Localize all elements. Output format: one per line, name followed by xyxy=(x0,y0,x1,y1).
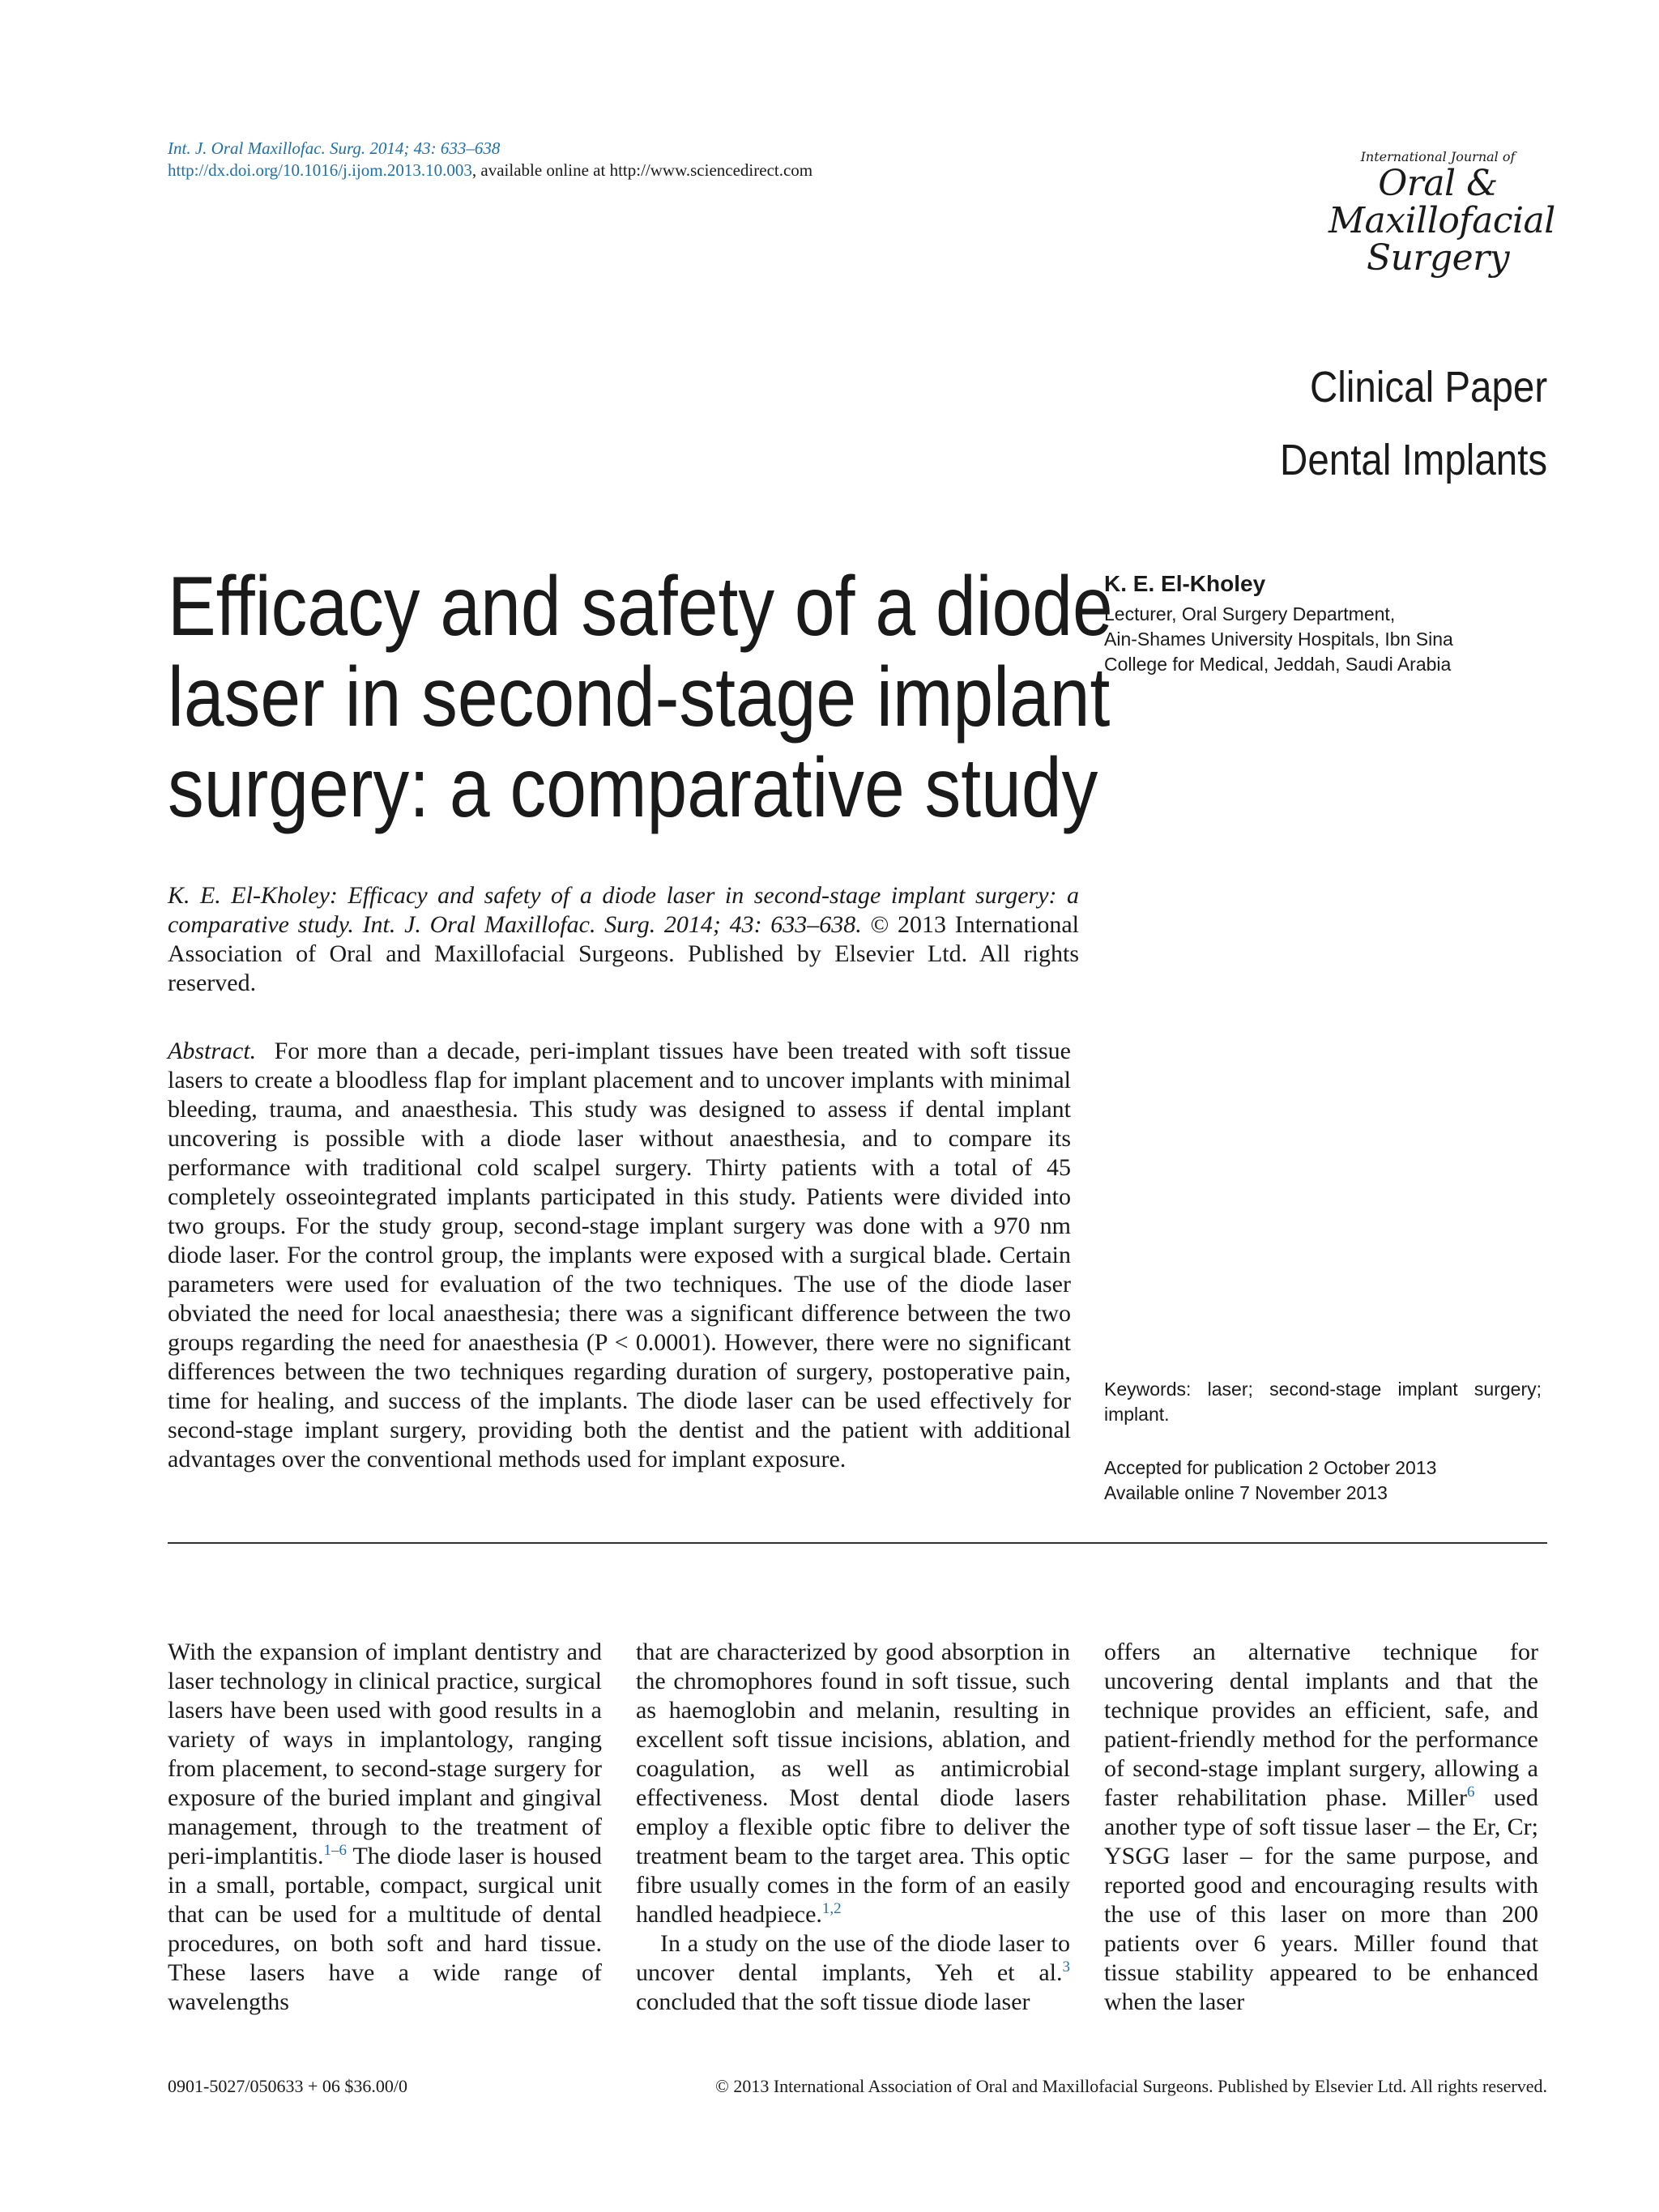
affiliation-line-2: Ain-Shames University Hospitals, Ibn Sina xyxy=(1104,629,1453,650)
body-text: concluded that the soft tissue diode laser xyxy=(636,1988,1030,2015)
affiliation-line-3: College for Medical, Jeddah, Saudi Arabia xyxy=(1104,654,1452,675)
title-line-3: surgery: a comparative study xyxy=(168,741,1098,835)
reference-link[interactable]: 6 xyxy=(1466,1784,1475,1801)
reference-link[interactable]: 1,2 xyxy=(821,1900,842,1917)
body-column-3 xyxy=(1104,1638,1538,2017)
logo-line-4: Surgery xyxy=(1366,237,1510,279)
online-date: Available online 7 November 2013 xyxy=(1104,1482,1388,1503)
abstract-label: Abstract. xyxy=(168,1038,257,1064)
keywords: Keywords: laser; second-stage implant surgery; implant. xyxy=(1104,1379,1542,1425)
paper-type: Clinical Paper xyxy=(1309,363,1547,411)
author-name: K. E. El-Kholey xyxy=(1104,571,1266,596)
citation-paragraph xyxy=(168,881,1079,998)
section-divider xyxy=(168,1542,1547,1544)
abstract xyxy=(168,1037,1071,1474)
doi-link[interactable]: http://dx.doi.org/10.1016/j.ijom.2013.10.003 xyxy=(168,160,472,180)
body-column-1 xyxy=(168,1638,602,2017)
body-text: In a study on the use of the diode laser to uncover dental implants, Yeh et al. xyxy=(636,1930,1070,1986)
author-block xyxy=(1104,569,1558,677)
title-line-2: laser in second-stage implant xyxy=(168,650,1111,744)
body-text: used another type of soft tissue laser – the Er, Cr; YSGG laser – for the same purpose, and reported good and encouraging results with the use of this laser on more than 200 patients over 6 years. Miller found that tissue stability appeared to be enhanced when the laser xyxy=(1104,1784,1538,2015)
body-text: offers an alternative technique for uncovering dental implants and that the technique provides an efficient, safe, and patient-friendly method for the performance of second-stage implant surgery, allowing a faster rehabilitation phase. Miller xyxy=(1104,1639,1538,1811)
title-line-1: Efficacy and safety of a diode xyxy=(168,560,1113,654)
citation-copyright: © 2013 International Association of Oral and Maxillofacial Surgeons. Published by Elsevier Ltd. All rights reserved. xyxy=(168,911,1079,996)
logo-line-2: Oral & xyxy=(1378,163,1498,204)
footer-copyright: © 2013 International Association of Oral and Maxillofacial Surgeons. Published by Elsevier Ltd. All rights reserved. xyxy=(715,2076,1547,2096)
footer-code: 0901-5027/050633 + 06 $36.00/0 xyxy=(168,2076,407,2096)
doi-line xyxy=(168,160,812,181)
logo-line-3: Maxillofacial xyxy=(1328,200,1555,241)
paper-topic: Dental Implants xyxy=(1279,436,1547,484)
affiliation-line-1: Lecturer, Oral Surgery Department, xyxy=(1104,603,1396,624)
publication-dates xyxy=(1104,1455,1542,1506)
journal-logo xyxy=(1328,149,1555,279)
body-paragraph xyxy=(168,1638,602,2017)
body-text: The diode laser is housed in a small, portable, compact, surgical unit that can be used for a multitude of dental procedures, on both soft and hard tissue. These lasers have a wide range of wavelengths xyxy=(168,1843,602,2015)
paper-title xyxy=(168,560,1113,835)
body-paragraph xyxy=(636,1638,1070,1929)
journal-citation: Int. J. Oral Maxillofac. Surg. 2014; 43: 633–638 xyxy=(168,139,501,158)
body-text: With the expansion of implant dentistry and laser technology in clinical practice, surgical lasers have been used with good results in a variety of ways in implantology, ranging from placement, to second-stage surgery for exposure of the buried implant and gingival management, through to the treatment of peri-implantitis. xyxy=(168,1639,602,1869)
citation-reference: K. E. El-Kholey: Efficacy and safety of a diode laser in second-stage implant surgery: a comparative study. Int. J. Oral Maxillofac. Surg. 2014; 43: 633–638. xyxy=(168,882,1079,938)
body-paragraph xyxy=(636,1929,1070,2017)
doi-suffix: , available online at http://www.sciencedirect.com xyxy=(471,160,813,180)
reference-link[interactable]: 1–6 xyxy=(323,1842,347,1859)
body-paragraph xyxy=(1104,1638,1538,2017)
logo-line-1: International Journal of xyxy=(1360,149,1516,164)
reference-link[interactable]: 3 xyxy=(1062,1958,1070,1975)
body-text: that are characterized by good absorption in the chromophores found in soft tissue, such as haemoglobin and melanin, resulting in excellent soft tissue incisions, ablation, and coagulation, as well as antimicrobial effectiveness. Most dental diode lasers employ a flexible optic fibre to deliver the treatment beam to the target area. This optic fibre usually comes in the form of an easily handled headpiece. xyxy=(636,1639,1070,1928)
body-column-2 xyxy=(636,1638,1070,2017)
accepted-date: Accepted for publication 2 October 2013 xyxy=(1104,1457,1437,1478)
abstract-text: For more than a decade, peri-implant tissues have been treated with soft tissue lasers to create a bloodless flap for implant placement and to uncover implants with minimal bleeding, trauma, and anaesthesia. This study was designed to assess if dental implant uncovering is possible with a diode laser without anaesthesia, and to compare its performance with traditional cold scalpel surgery. Thirty patients with a total of 45 completely osseointegrated implants participated in this study. Patients were divided into two groups. For the study group, second-stage implant surgery was done with a 970 nm diode laser. For the control group, the implants were exposed with a surgical blade. Certain parameters were used for evaluation of the two techniques. The use of the diode laser obviated the need for local anaesthesia; there was a significant difference between the two groups regarding the need for anaesthesia (P < 0.0001). However, there were no significant differences between the two techniques regarding duration of surgery, postoperative pain, time for healing, and success of the implants. The diode laser can be used effectively for second-stage implant surgery, providing both the dentist and the patient with additional advantages over the conventional methods used for implant exposure. xyxy=(168,1038,1071,1473)
